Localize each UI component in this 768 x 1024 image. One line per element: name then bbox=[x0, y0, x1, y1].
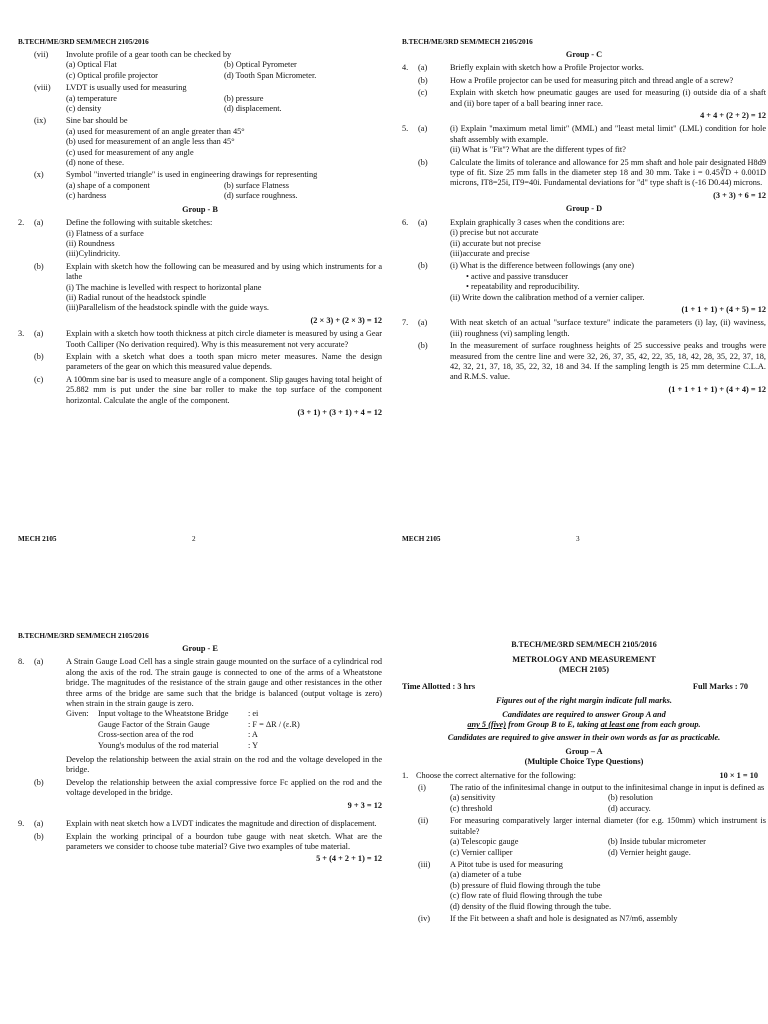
question-3a: 3. (a) Explain with a sketch how tooth thickness at pitch circle diameter is measured by using a Gear Tooth Calliper (No derivation required). Why is this measurement not very accurate? bbox=[18, 329, 382, 349]
instruction-3: Candidates are required to give answer in their own words as far as practicable. bbox=[447, 733, 721, 743]
question-1-x: (x) Symbol "inverted triangle" is used in engineering drawings for representing (a) shape of a component (b) surface Flatness (c) hardness (d) surface roughness. bbox=[34, 170, 318, 201]
marks-q7: (1 + 1 + 1 + 1) + (4 + 4) = 12 bbox=[668, 384, 766, 394]
question-1-iii: (iii) A Pitot tube is used for measuring (a) diameter of a tube (b) pressure of fluid flowing through the tube (c) flow rate of fluid flowing through the tube (d) density of the fluid flowing through the tube. bbox=[418, 859, 612, 911]
page-header: B.TECH/ME/3RD SEM/MECH 2105/2016 bbox=[402, 38, 533, 46]
given-values: Input voltage to the Wheatstone Bridge : ei Gauge Factor of the Strain Gauge : F = ΔR / (ε.R) Cross-section area of the rod : A Young's modulus of the rod material : Y bbox=[98, 709, 300, 750]
question-6a: 6. (a) Explain graphically 3 cases when the conditions are: (i) precise but not accurate (ii) accurate but not precise (iii)accurate and precise bbox=[402, 217, 625, 258]
page-footer bbox=[18, 534, 382, 544]
time-allotted: Time Allotted : 3 hrs bbox=[402, 681, 476, 691]
question-3c: (c) A 100mm sine bar is used to measure angle of a component. Slip gauges having total height of 25.882 mm is put under the sine bar roller to make the top surface of the component horizontal. Calculate the angle of the component. bbox=[34, 374, 382, 405]
question-1-i: (i) The ratio of the infinitesimal change in output to the infinitesimal change in input is defined as (a) sensitivity (b) resolution (c) threshold (d) accuracy. bbox=[418, 783, 765, 813]
question-3b: (b) Explain with a sketch what does a tooth span micro meter measures. Name the design parameters of the gear on which this measured value depends. bbox=[34, 351, 382, 372]
question-1-iv: (iv) If the Fit between a shaft and hole is designated as N7/m6, assembly bbox=[418, 913, 678, 923]
page-3 bbox=[402, 38, 766, 548]
question-9b: (b) Explain the working principal of a bourdon tube gauge with neat sketch. What are the parameters we consider to choose tube material? Give two examples of tube material. bbox=[34, 831, 382, 851]
page-1 bbox=[402, 632, 766, 1024]
marks-q4: 4 + 4 + (2 + 2) = 12 bbox=[700, 111, 766, 121]
group-b-heading: Group - B bbox=[182, 204, 218, 214]
group-a-heading: Group – A bbox=[565, 746, 603, 756]
question-1-ii: (ii) For measuring comparatively larger internal diameter (for e.g. 150mm) which instrument is suitable? (a) Telescopic gauge (b) Inside tubular micrometer (c) Vernier calliper (d) Vernier height gauge. bbox=[418, 816, 766, 857]
time-marks-row bbox=[402, 682, 766, 692]
question-9a: 9. (a) Explain with neat sketch how a LVDT indicates the magnitude and direction of displacement. bbox=[18, 819, 377, 829]
question-1-viii: (viii) LVDT is usually used for measuring (a) temperature (b) pressure (c) density (d) displacement. bbox=[34, 83, 282, 114]
question-2a: 2. (a) Define the following with suitable sketches: (i) Flatness of a surface (ii) Roundness (iii)Cylindricity. bbox=[18, 218, 213, 259]
page-number: 3 bbox=[576, 534, 580, 543]
group-c-heading: Group - C bbox=[565, 50, 603, 59]
marks-q6: (1 + 1 + 1) + (4 + 5) = 12 bbox=[681, 304, 766, 314]
footer-code: MECH 2105 bbox=[402, 534, 441, 543]
instruction-2a: Candidates are required to answer Group A and bbox=[502, 709, 666, 719]
question-1: 1. Choose the correct alternative for the following: 10 × 1 = 10 bbox=[402, 770, 758, 780]
question-7a: 7. (a) With neat sketch of an actual "surface texture" indicate the parameters (i) lay, (ii) waviness, (iii) roughness (vi) sampling length. bbox=[402, 318, 766, 338]
exam-title: METROLOGY AND MEASUREMENT bbox=[512, 655, 656, 664]
question-5a: 5. (a) (i) Explain "maximum metal limit" (MML) and "least metal limit" (LML) condition for hole shaft assembly with example. (ii) What is "Fit"? What are the different types of fit? bbox=[402, 124, 766, 155]
instruction-1: Figures out of the right margin indicate full marks. bbox=[496, 696, 672, 706]
page-footer bbox=[402, 534, 766, 544]
question-4a: 4. (a) Briefly explain with sketch how a Profile Projector works. bbox=[402, 63, 644, 73]
full-marks: Full Marks : 70 bbox=[692, 681, 748, 691]
group-e-heading: Group - E bbox=[182, 644, 218, 653]
page-number: 2 bbox=[192, 534, 196, 543]
question-1-vii: (vii) Involute profile of a gear tooth can be checked by (a) Optical Flat (b) Optical Pyrometer (c) Optical profile projector (d) Tooth Span Micrometer. bbox=[34, 50, 317, 80]
question-5b: (b) Calculate the limits of tolerance and allowance for 25 mm shaft and hole pair designated H8d9 type of fit. Size 25 mm falls in the diameter step 18 and 30 mm. Take i = 0.45∛D + 0.001D microns, IT8=25i, IT9=40i. Fundamental deviations for "d" type shaft is (-16 D0.44) microns. bbox=[418, 157, 766, 188]
marks-q3: (3 + 1) + (3 + 1) + 4 = 12 bbox=[297, 408, 382, 417]
marks-q2: (2 × 3) + (2 × 3) = 12 bbox=[310, 315, 382, 325]
marks-q9: 5 + (4 + 2 + 1) = 12 bbox=[316, 854, 382, 864]
question-8a: 8. (a) A Strain Gauge Load Cell has a single strain gauge mounted on the surface of a cylindrical rod along the axis of the rod. The strain gauge is connected to one of the arms of a Wheatstone bridge. The magnitudes of the resistance of the strain gauge and other resistances in the other three arms of the bridge are same such that the bridge is balanced (output voltage is zero) when strain in the strain gauge is zero. Given: Input voltage to the Wheatstone Bridge : ei Gauge Factor of the Strain Gauge : F = ΔR / (ε.R) Cross-section area of the rod : A Young's modulus of the rod material : Y Develop the relationship between the axial strain on the rod and the voltage developed in the bridge. bbox=[18, 657, 382, 775]
exam-code: (MECH 2105) bbox=[558, 665, 609, 675]
page-4 bbox=[18, 632, 382, 1024]
question-1-ix: (ix) Sine bar should be (a) used for measurement of an angle greater than 45° (b) used for measurement of an angle less than 45° (c) used for measurement of any angle (d) none of these. bbox=[34, 116, 245, 168]
page-header: B.TECH/ME/3RD SEM/MECH 2105/2016 bbox=[511, 640, 657, 649]
question-2b: (b) Explain with sketch how the following can be measured and by using which instruments for a lathe (i) The machine is levelled with respect to horizontal plane (ii) Radial runout of the headstock spindle (iii)Parallelism of the headstock spindle with the guide ways. bbox=[34, 261, 382, 313]
question-4c: (c) Explain with sketch how pneumatic gauges are used for measuring (i) outside dia of a shaft and (ii) bore taper of a ball bearing inner race. bbox=[418, 88, 766, 108]
page-2 bbox=[18, 38, 382, 548]
footer-code: MECH 2105 bbox=[18, 534, 57, 543]
marks-q5: (3 + 3) + 6 = 12 bbox=[713, 190, 766, 200]
marks-q8: 9 + 3 = 12 bbox=[347, 800, 382, 810]
instruction-2b: any 5 (five) from Group B to E, taking at least one from each group. bbox=[467, 720, 701, 730]
question-8b: (b) Develop the relationship between the axial compressive force Fc applied on the rod and the voltage developed in the bridge. bbox=[34, 777, 382, 798]
question-6b: (b) (i) What is the difference between followings (any one) • active and passive transducer • repeatability and reproducibility. (ii) Write down the calibration method of a vernier caliper. bbox=[402, 261, 766, 303]
group-d-heading: Group - D bbox=[565, 204, 603, 214]
question-7b: (b) In the measurement of surface roughness heights of 25 successive peaks and troughs were measured from the centre line and were 32, 26, 37, 35, 42, 22, 35, 18, 42, 28, 35, 22, 37, 18, 42, 32, 21, 37, 18, 35, 22, 32, 18 and 34. If the sampling length is 25 mm determine C.L.A. and R.M.S. value. bbox=[418, 341, 766, 382]
group-a-subheading: (Multiple Choice Type Questions) bbox=[524, 757, 644, 767]
question-4b: (b) How a Profile projector can be used for measuring pitch and thread angle of a screw? bbox=[418, 75, 734, 85]
page-header: B.TECH/ME/3RD SEM/MECH 2105/2016 bbox=[18, 38, 149, 46]
page-header: B.TECH/ME/3RD SEM/MECH 2105/2016 bbox=[18, 632, 149, 640]
